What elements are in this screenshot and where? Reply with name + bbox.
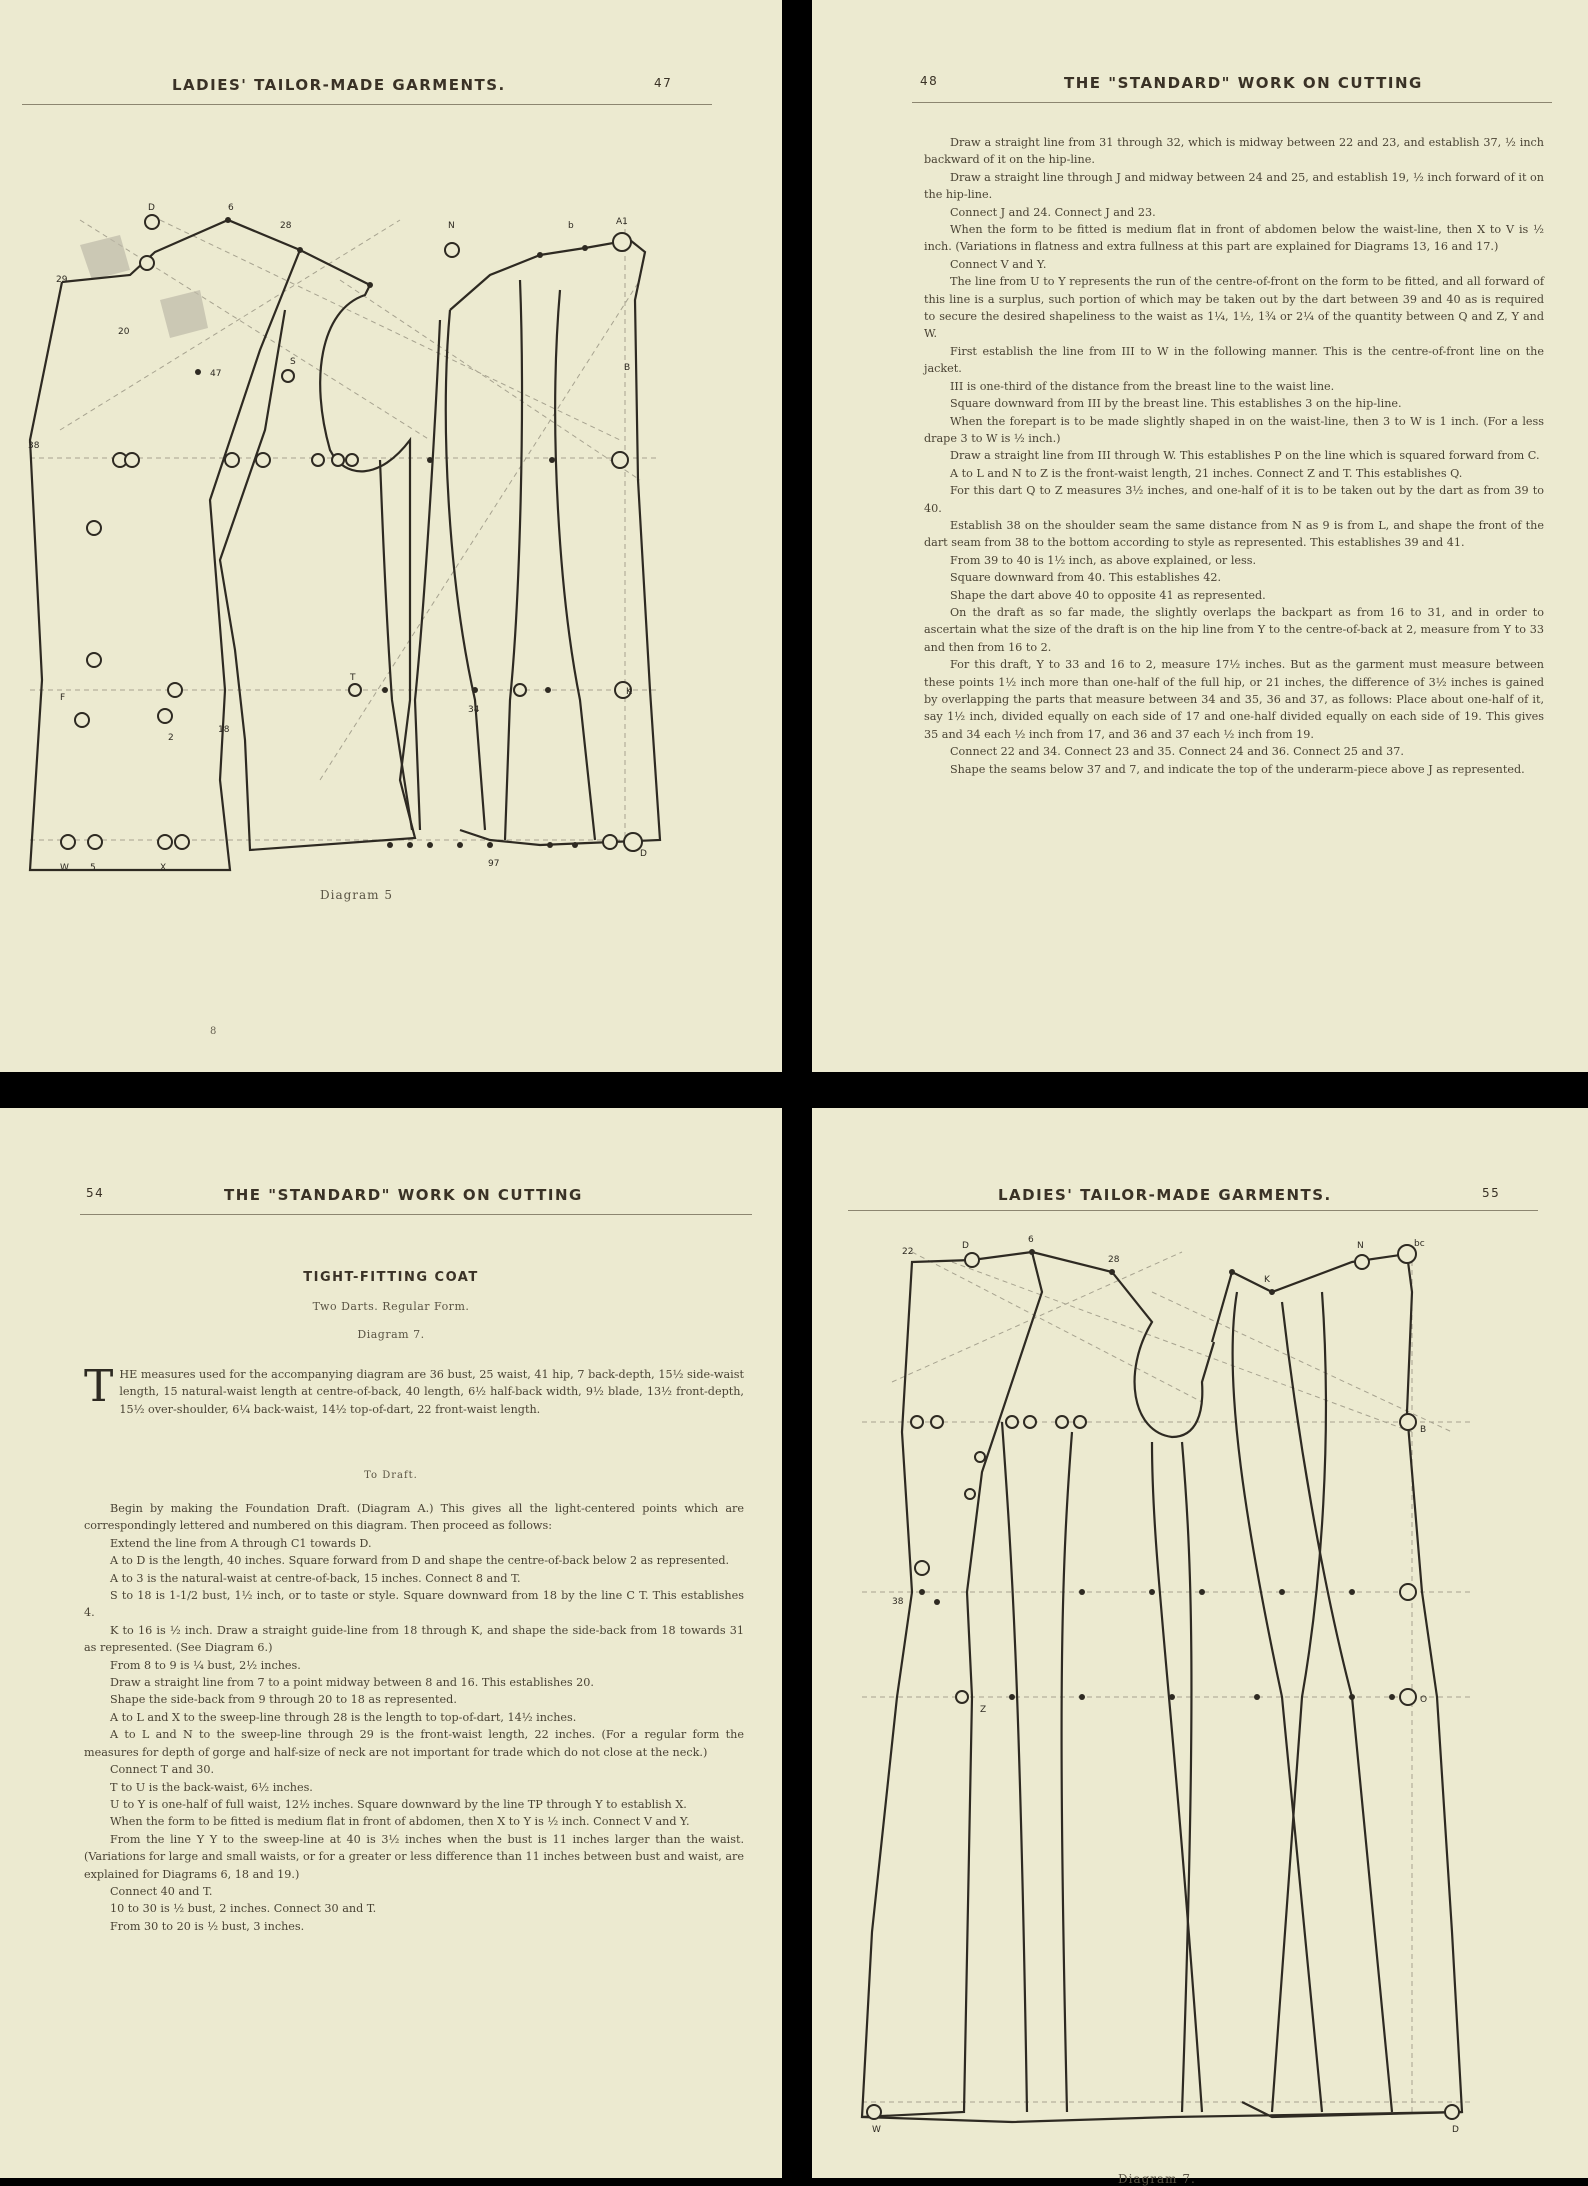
paragraph: Draw a straight line from 31 through 32, which is midway between 22 and 23, and establish 37, ½ inch backward of it on the hip-line. xyxy=(924,136,1544,167)
paragraph: T to U is the back-waist, 6½ inches. xyxy=(110,1780,313,1794)
paragraph: Square downward from 40. This establishes 42. xyxy=(950,571,1221,585)
paragraph: When the form to be fitted is medium flat in front of abdomen, then X to Y is ½ inch. Connect V and Y. xyxy=(110,1815,690,1829)
svg-text:6: 6 xyxy=(1028,1235,1034,1245)
svg-text:S: S xyxy=(290,357,296,367)
paragraph: Begin by making the Foundation Draft. (Diagram A.) This gives all the light-centered points which are correspondingly lettered and numbered on this diagram. Then proceed as follows: xyxy=(84,1502,744,1533)
intro-text: HE measures used for the accompanying diagram are 36 bust, 25 waist, 41 hip, 7 back-depth, 15½ side-waist length, 15 natural-waist length at centre-of-back, 40 length, 6½ half-back width, 9½ blade, 13½ front-depth, 15½ over-shoulder, 6¼ back-waist, 14½ top-of-dart, 22 front-waist length. xyxy=(119,1368,744,1416)
paragraph: K to 16 is ½ inch. Draw a straight guide-line from 18 through K, and shape the side-back from 18 towards 31 as represented. (See Diagram 6.) xyxy=(84,1623,744,1655)
paragraph: On the draft as so far made, the slightly overlaps the backpart as from 16 to 31, and in order to ascertain what the size of the draft is on the hip line from Y to the centre-of-back at 2, measure from Y to 33 and then from 16 to 2. xyxy=(924,605,1544,654)
svg-text:W: W xyxy=(872,2125,881,2135)
svg-text:F: F xyxy=(60,693,66,703)
svg-text:bc: bc xyxy=(1414,1239,1425,1249)
paragraph: Establish 38 on the shoulder seam the same distance from N as 9 is from L, and shape the front of the dart seam from 38 to the bottom according to style as represented. This establishes 39 and 41. xyxy=(924,518,1544,550)
svg-text:34: 34 xyxy=(468,705,480,715)
body-text xyxy=(84,1500,744,1935)
paragraph: The line from U to Y represents the run of the centre-of-front on the form to be fitted, and all forward of this line is a surplus, such portion of which may be taken out by the dart between 39 and 40 as is required to secure the desired shapeliness to the waist as 1¼, 1½, 1¾ or 2¼ of the quantity between Q and Z, Y and W. xyxy=(924,275,1544,341)
running-head-title: LADIES' TAILOR-MADE GARMENTS. xyxy=(998,1186,1332,1204)
pattern-diagram-7 xyxy=(852,1232,1512,2172)
svg-text:6: 6 xyxy=(228,203,234,213)
svg-text:38: 38 xyxy=(28,441,40,451)
paragraph: S to 18 is 1-1/2 bust, 1½ inch, or to taste or style. Square downward from 18 by the line C T. This establishes 4. xyxy=(84,1589,744,1620)
svg-text:20: 20 xyxy=(118,327,130,337)
paragraph: For this dart Q to Z measures 3½ inches, and one-half of it is to be taken out by the dart as from 39 to 40. xyxy=(924,484,1544,515)
svg-text:28: 28 xyxy=(280,221,292,231)
section-heading: TIGHT-FITTING COAT xyxy=(303,1270,479,1285)
diagram-caption: Diagram 7. xyxy=(1118,2172,1196,2186)
paragraph: When the form to be fitted is medium flat in front of abdomen below the waist-line, then X to V is ½ inch. (Variations in flatness and extra fullness at this part are explained for Diagrams 13, 16 and 17.) xyxy=(924,223,1544,254)
svg-text:B: B xyxy=(1420,1425,1427,1435)
draft-heading: To Draft. xyxy=(364,1470,418,1481)
paragraph: Connect 22 and 34. Connect 23 and 35. Connect 24 and 36. Connect 25 and 37. xyxy=(950,745,1404,759)
paragraph: Connect V and Y. xyxy=(950,257,1047,271)
intro-paragraph xyxy=(84,1361,744,1418)
svg-text:B: B xyxy=(624,363,631,373)
svg-text:D: D xyxy=(1452,2125,1459,2135)
paragraph: When the forepart is to be made slightly shaped in on the waist-line, then 3 to W is 1 inch. (For a less drape 3 to W is ½ inch.) xyxy=(924,414,1544,445)
svg-text:N: N xyxy=(448,221,455,231)
svg-text:28: 28 xyxy=(1108,1255,1120,1265)
drop-cap: T xyxy=(84,1361,114,1412)
svg-text:18: 18 xyxy=(218,725,230,735)
paragraph: A to L and N to the sweep-line through 29 is the front-waist length, 22 inches. (For a regular form the measures for depth of gorge and half-size of neck are not important for trade which do not close at the neck.) xyxy=(84,1728,744,1759)
svg-text:K: K xyxy=(1264,1275,1270,1285)
svg-text:5: 5 xyxy=(90,863,96,873)
diagram-label: Diagram 7. xyxy=(357,1328,425,1341)
running-head-title: THE "STANDARD" WORK ON CUTTING xyxy=(224,1186,583,1204)
page-top-left xyxy=(0,0,782,1072)
svg-text:D: D xyxy=(962,1241,969,1251)
page-number: 47 xyxy=(654,76,673,90)
head-rule xyxy=(912,102,1552,103)
paragraph: Connect J and 24. Connect J and 23. xyxy=(950,205,1156,219)
running-head-title: THE "STANDARD" WORK ON CUTTING xyxy=(1064,74,1423,92)
paragraph: A to 3 is the natural-waist at centre-of-back, 15 inches. Connect 8 and T. xyxy=(110,1571,521,1585)
svg-text:W: W xyxy=(60,863,69,873)
svg-text:T: T xyxy=(350,673,356,683)
svg-text:X: X xyxy=(160,863,167,873)
svg-text:N: N xyxy=(1357,1241,1364,1251)
section-subheading: Two Darts. Regular Form. xyxy=(312,1300,470,1313)
paragraph: Shape the seams below 37 and 7, and indicate the top of the underarm-piece above J as represented. xyxy=(950,762,1525,776)
diagram-caption: Diagram 5 xyxy=(320,888,394,902)
svg-text:A1: A1 xyxy=(616,217,628,227)
head-rule xyxy=(80,1214,752,1215)
svg-text:29: 29 xyxy=(56,275,68,285)
head-rule xyxy=(22,104,712,105)
page-top-right xyxy=(812,0,1588,1072)
svg-text:b: b xyxy=(568,221,574,231)
paragraph: Draw a straight line from III through W. This establishes P on the line which is squared forward from C. xyxy=(950,449,1540,463)
paragraph: Shape the side-back from 9 through 20 to 18 as represented. xyxy=(110,1693,457,1707)
paragraph: A to L and N to Z is the front-waist length, 21 inches. Connect Z and T. This establishes Q. xyxy=(950,466,1463,480)
paragraph: Connect T and 30. xyxy=(110,1763,215,1777)
page-bottom-left xyxy=(0,1108,782,2178)
paragraph: First establish the line from III to W in the following manner. This is the centre-of-front line on the jacket. xyxy=(924,344,1544,376)
paragraph: From 39 to 40 is 1½ inch, as above explained, or less. xyxy=(950,553,1257,567)
paragraph: 10 to 30 is ½ bust, 2 inches. Connect 30 and T. xyxy=(110,1902,377,1916)
pattern-diagram-5 xyxy=(20,180,700,880)
paragraph: III is one-third of the distance from the breast line to the waist line. xyxy=(950,379,1335,393)
paragraph: Connect 40 and T. xyxy=(110,1884,213,1898)
svg-text:38: 38 xyxy=(892,1597,904,1607)
paragraph: Shape the dart above 40 to opposite 41 as represented. xyxy=(950,588,1266,602)
svg-text:22: 22 xyxy=(902,1247,914,1257)
svg-text:O: O xyxy=(1420,1695,1428,1705)
paragraph: From 8 to 9 is ¼ bust, 2½ inches. xyxy=(110,1658,301,1672)
folio: 8 xyxy=(210,1026,217,1037)
svg-text:Z: Z xyxy=(980,1705,987,1715)
paragraph: Square downward from III by the breast line. This establishes 3 on the hip-line. xyxy=(950,397,1402,411)
svg-text:97: 97 xyxy=(488,859,500,869)
page-number: 54 xyxy=(86,1186,105,1200)
paragraph: A to L and X to the sweep-line through 28 is the length to top-of-dart, 14½ inches. xyxy=(110,1710,577,1724)
paragraph: Draw a straight line from 7 to a point midway between 8 and 16. This establishes 20. xyxy=(110,1676,594,1690)
paragraph: Extend the line from A through C1 towards D. xyxy=(110,1536,372,1550)
paragraph: From the line Y Y to the sweep-line at 40 is 3½ inches when the bust is 11 inches larger than the waist. (Variations for large and small waists, or for a greater or less difference than 11 inches between bust and waist, are explained for Diagrams 6, 18 and 19.) xyxy=(84,1832,744,1881)
paragraph: For this draft, Y to 33 and 16 to 2, measure 17½ inches. But as the garment must measure between these points 1½ inch more than one-half of the full hip, or 21 inches, the difference of 3½ inches is gained by overlapping the parts that measure between 34 and 35, 36 and 37, as follows: Place about one-half of it, say 1½ inch, divided equally on each side of 17 and one-half divided equally on each side of 19. This gives 35 and 34 each ½ inch from 17, and 36 and 37 each ½ inch from 19. xyxy=(924,658,1544,741)
paragraph: U to Y is one-half of full waist, 12½ inches. Square downward by the line TP through Y to establish X. xyxy=(110,1797,687,1811)
paragraph: From 30 to 20 is ½ bust, 3 inches. xyxy=(110,1919,305,1933)
paragraph: A to D is the length, 40 inches. Square forward from D and shape the centre-of-back below 2 as represented. xyxy=(110,1554,730,1568)
page-number: 55 xyxy=(1482,1186,1501,1200)
paragraph: Draw a straight line through J and midway between 24 and 25, and establish 19, ½ inch forward of it on the hip-line. xyxy=(924,170,1544,202)
running-head-title: LADIES' TAILOR-MADE GARMENTS. xyxy=(172,76,506,94)
page-number: 48 xyxy=(920,74,939,88)
svg-text:K: K xyxy=(626,687,632,697)
svg-text:2: 2 xyxy=(168,733,174,743)
svg-text:D: D xyxy=(640,849,647,859)
body-text xyxy=(924,134,1544,778)
svg-text:47: 47 xyxy=(210,369,222,379)
svg-text:D: D xyxy=(148,203,155,213)
page-bottom-right xyxy=(812,1108,1588,2186)
head-rule xyxy=(848,1210,1538,1211)
